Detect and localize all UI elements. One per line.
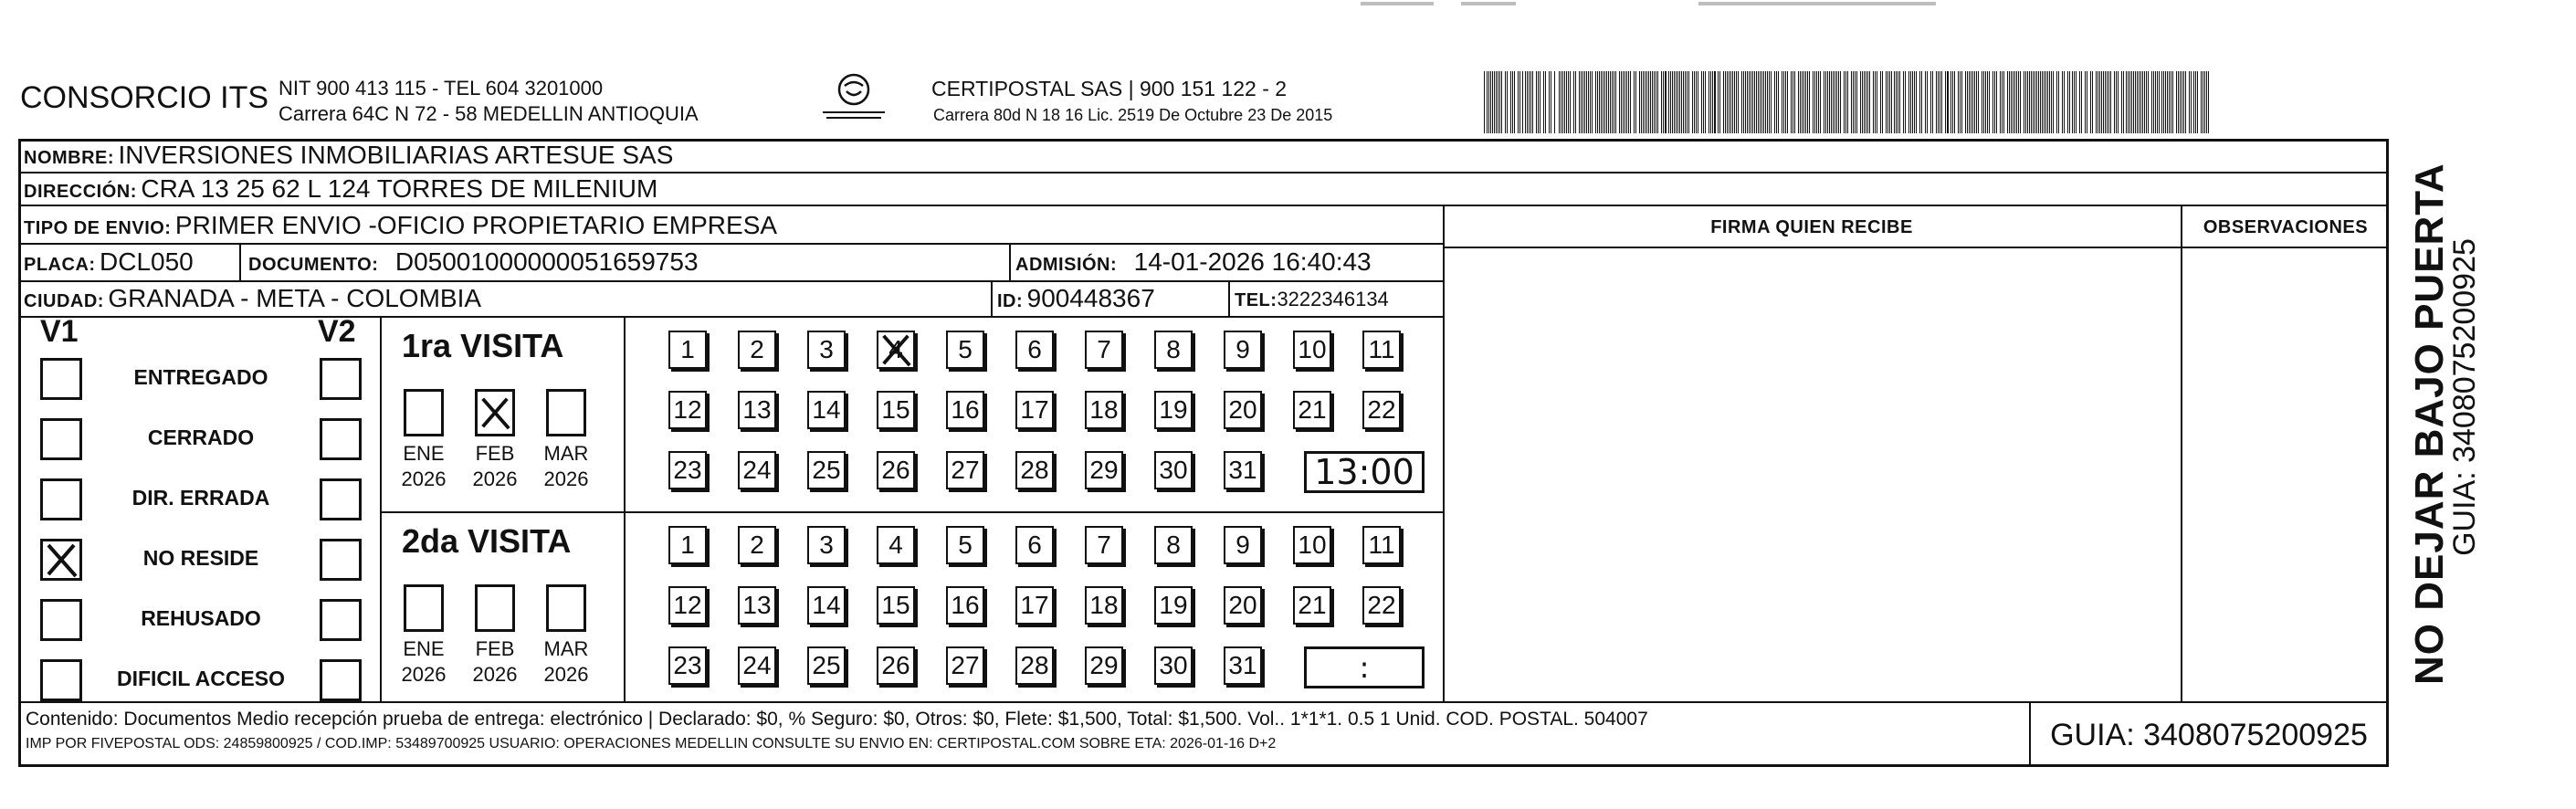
ciudad-value: GRANADA - META - COLOMBIA <box>108 284 482 312</box>
month-label: FEB <box>475 442 515 465</box>
day-checkbox[interactable]: 28 <box>1015 646 1054 685</box>
v1-checkbox[interactable] <box>40 659 82 701</box>
direccion-label: DIRECCIÓN: <box>24 182 137 202</box>
direccion-value: CRA 13 25 62 L 124 TORRES DE MILENIUM <box>141 174 658 203</box>
day-checkbox[interactable]: 3 <box>807 526 846 564</box>
month-checkbox[interactable] <box>475 584 515 632</box>
company-nit-tel: NIT 900 413 115 - TEL 604 3201000 <box>279 77 604 100</box>
day-checkbox[interactable]: 6 <box>1015 526 1054 564</box>
day-checkbox[interactable]: 19 <box>1154 391 1193 429</box>
nombre-value: INVERSIONES INMOBILIARIAS ARTESUE SAS <box>118 141 674 169</box>
day-checkbox[interactable]: 9 <box>1224 526 1262 564</box>
top-scribble <box>1361 2 1434 5</box>
day-checkbox[interactable]: 24 <box>738 646 776 685</box>
visit-title: 1ra VISITA <box>402 327 564 364</box>
placa-label: PLACA: <box>24 255 96 275</box>
v2-checkbox[interactable] <box>320 539 362 581</box>
day-checkbox[interactable]: 29 <box>1085 451 1123 489</box>
day-checkbox[interactable]: 6 <box>1015 331 1054 369</box>
admision-label: ADMISIÓN: <box>1015 255 1118 275</box>
day-checkbox[interactable]: 28 <box>1015 451 1054 489</box>
day-checkbox[interactable]: 23 <box>668 451 707 489</box>
placa-field <box>24 245 194 284</box>
tipo-envio-label: TIPO DE ENVIO: <box>24 218 172 238</box>
ciudad-field <box>24 281 481 320</box>
month-checkbox[interactable] <box>546 584 586 632</box>
day-checkbox[interactable]: 4 <box>877 526 915 564</box>
id-field <box>997 281 1155 320</box>
day-checkbox[interactable]: 31 <box>1224 646 1262 685</box>
day-checkbox[interactable]: 26 <box>877 646 915 685</box>
day-checkbox[interactable]: 7 <box>1085 331 1123 369</box>
day-checkbox[interactable]: 14 <box>807 586 846 625</box>
v1-checkbox[interactable] <box>40 418 82 460</box>
day-checkbox[interactable]: 27 <box>946 646 984 685</box>
no-dejar-bajo-puerta: NO DEJAR BAJO PUERTA <box>2407 163 2452 685</box>
day-checkbox[interactable]: 5 <box>946 331 984 369</box>
certipostal-logo <box>817 71 890 126</box>
status-option-label: CERRADO <box>147 426 255 449</box>
status-option-label: DIFICIL ACCESO <box>116 667 285 690</box>
day-checkbox[interactable]: 10 <box>1293 331 1331 369</box>
day-checkbox[interactable]: 18 <box>1085 391 1123 429</box>
month-checkbox[interactable] <box>404 584 444 632</box>
tipo-envio-field <box>24 208 777 247</box>
documento-value: D05001000000051659753 <box>394 247 699 276</box>
day-checkbox[interactable]: 13 <box>738 586 776 625</box>
documento-field <box>248 245 699 284</box>
month-label: ENE <box>403 637 445 660</box>
day-checkbox[interactable]: 25 <box>807 646 846 685</box>
footer-guia: GUIA: 3408075200925 <box>2050 718 2368 752</box>
documento-label: DOCUMENTO: <box>248 255 379 275</box>
direccion-field <box>24 173 657 210</box>
day-checkbox[interactable]: 23 <box>668 646 707 685</box>
nombre-label: NOMBRE: <box>24 148 115 168</box>
time-field[interactable]: 13:00 <box>1304 451 1425 493</box>
day-checkbox[interactable]: 21 <box>1293 391 1331 429</box>
month-label: MAR <box>543 442 589 465</box>
tel-label: TEL: <box>1235 290 1277 310</box>
tel-field <box>1235 283 1389 319</box>
day-checkbox[interactable]: 1 <box>668 331 707 369</box>
day-checkbox[interactable]: 20 <box>1224 586 1262 625</box>
placa-value: DCL050 <box>100 247 194 276</box>
month-checkbox[interactable] <box>475 389 515 436</box>
day-checkbox[interactable]: 13 <box>738 391 776 429</box>
day-checkbox[interactable]: 1 <box>668 526 707 564</box>
v1-checkbox[interactable] <box>40 599 82 641</box>
imp-line: IMP POR FIVEPOSTAL ODS: 24859800925 / COD.IMP: 53489700925 USUARIO: OPERACIONES MEDELLIN CONSULTE SU ENVIO EN: CERTIPOSTAL.COM SOBRE ETA: 2026-01-16 D+2 <box>26 736 1277 751</box>
year-label: 2026 <box>472 663 518 686</box>
v2-checkbox[interactable] <box>320 418 362 460</box>
day-checkbox[interactable]: 22 <box>1362 586 1401 625</box>
tel-value: 3222346134 <box>1277 288 1389 310</box>
admision-field <box>1015 245 1372 284</box>
day-checkbox[interactable]: 15 <box>877 586 915 625</box>
status-option-label: REHUSADO <box>141 606 261 630</box>
time-field[interactable]: : <box>1304 646 1425 688</box>
day-checkbox[interactable]: 5 <box>946 526 984 564</box>
certipostal-line1: CERTIPOSTAL SAS | 900 151 122 - 2 <box>931 77 1288 100</box>
visit-title: 2da VISITA <box>402 522 572 560</box>
company-name: CONSORCIO ITS <box>20 80 269 115</box>
day-checkbox[interactable]: 8 <box>1154 331 1193 369</box>
day-checkbox[interactable]: 19 <box>1154 586 1193 625</box>
day-checkbox[interactable]: 14 <box>807 391 846 429</box>
day-checkbox[interactable]: 9 <box>1224 331 1262 369</box>
v2-checkbox[interactable] <box>320 659 362 701</box>
day-checkbox[interactable]: 3 <box>807 331 846 369</box>
day-checkbox[interactable]: 11 <box>1362 331 1401 369</box>
day-checkbox[interactable]: 27 <box>946 451 984 489</box>
status-option-label: DIR. ERRADA <box>131 486 270 510</box>
day-checkbox[interactable]: 11 <box>1362 526 1401 564</box>
status-option-label: ENTREGADO <box>133 365 268 389</box>
observaciones-header: OBSERVACIONES <box>2203 217 2369 237</box>
admision-value: 14-01-2026 16:40:43 <box>1133 247 1372 276</box>
month-label: MAR <box>543 637 589 660</box>
day-checkbox[interactable]: 4 <box>877 331 915 369</box>
year-label: 2026 <box>472 468 518 490</box>
day-checkbox[interactable]: 16 <box>946 391 984 429</box>
day-checkbox[interactable]: 2 <box>738 526 776 564</box>
year-label: 2026 <box>401 468 447 490</box>
contenido-line: Contenido: Documentos Medio recepción prueba de entrega: electrónico | Declarado: $0, % Seguro: $0, Otros: $0, Flete: $1,500, Total: $1,500. Vol.. 1*1*1. 0.5 1 Unid. COD. POSTAL. 504007 <box>26 709 1648 730</box>
day-checkbox[interactable]: 22 <box>1362 391 1401 429</box>
barcode <box>1484 71 2210 133</box>
day-checkbox[interactable]: 2 <box>738 331 776 369</box>
month-checkbox[interactable] <box>404 389 444 436</box>
v2-checkbox[interactable] <box>320 599 362 641</box>
day-checkbox[interactable]: 31 <box>1224 451 1262 489</box>
month-label: FEB <box>475 637 515 660</box>
day-checkbox[interactable]: 8 <box>1154 526 1193 564</box>
side-guia: GUIA: 3408075200925 <box>2447 238 2482 556</box>
month-checkbox[interactable] <box>546 389 586 436</box>
status-option-label: NO RESIDE <box>142 546 259 570</box>
v1-header: V1 <box>40 314 79 349</box>
day-checkbox[interactable]: 30 <box>1154 646 1193 685</box>
top-scribble <box>1461 2 1516 5</box>
year-label: 2026 <box>543 663 589 686</box>
id-value: 900448367 <box>1026 284 1155 312</box>
day-checkbox[interactable]: 29 <box>1085 646 1123 685</box>
day-checkbox[interactable]: 18 <box>1085 586 1123 625</box>
day-checkbox[interactable]: 20 <box>1224 391 1262 429</box>
day-checkbox[interactable]: 17 <box>1015 391 1054 429</box>
day-checkbox[interactable]: 24 <box>738 451 776 489</box>
v1-checkbox[interactable] <box>40 539 82 581</box>
company-address: Carrera 64C N 72 - 58 MEDELLIN ANTIOQUIA <box>279 102 699 125</box>
v2-checkbox[interactable] <box>320 478 362 520</box>
day-checkbox[interactable]: 7 <box>1085 526 1123 564</box>
v1-checkbox[interactable] <box>40 478 82 520</box>
v2-header: V2 <box>318 314 356 349</box>
day-checkbox[interactable]: 16 <box>946 586 984 625</box>
day-checkbox[interactable]: 15 <box>877 391 915 429</box>
day-checkbox[interactable]: 25 <box>807 451 846 489</box>
day-checkbox[interactable]: 12 <box>668 391 707 429</box>
tipo-envio-value: PRIMER ENVIO -OFICIO PROPIETARIO EMPRESA <box>174 211 778 239</box>
id-label: ID: <box>997 291 1024 311</box>
certipostal-line2: Carrera 80d N 18 16 Lic. 2519 De Octubre 23 De 2015 <box>933 106 1333 124</box>
v2-checkbox[interactable] <box>320 358 362 400</box>
nombre-field <box>24 139 673 176</box>
ciudad-label: CIUDAD: <box>24 291 104 311</box>
v1-checkbox[interactable] <box>40 358 82 400</box>
year-label: 2026 <box>543 468 589 490</box>
day-checkbox[interactable]: 17 <box>1015 586 1054 625</box>
top-scribble <box>1698 2 1936 5</box>
month-label: ENE <box>403 442 445 465</box>
day-checkbox[interactable]: 10 <box>1293 526 1331 564</box>
year-label: 2026 <box>401 663 447 686</box>
day-checkbox[interactable]: 21 <box>1293 586 1331 625</box>
day-checkbox[interactable]: 26 <box>877 451 915 489</box>
firma-header: FIRMA QUIEN RECIBE <box>1710 217 1913 237</box>
day-checkbox[interactable]: 12 <box>668 586 707 625</box>
day-checkbox[interactable]: 30 <box>1154 451 1193 489</box>
